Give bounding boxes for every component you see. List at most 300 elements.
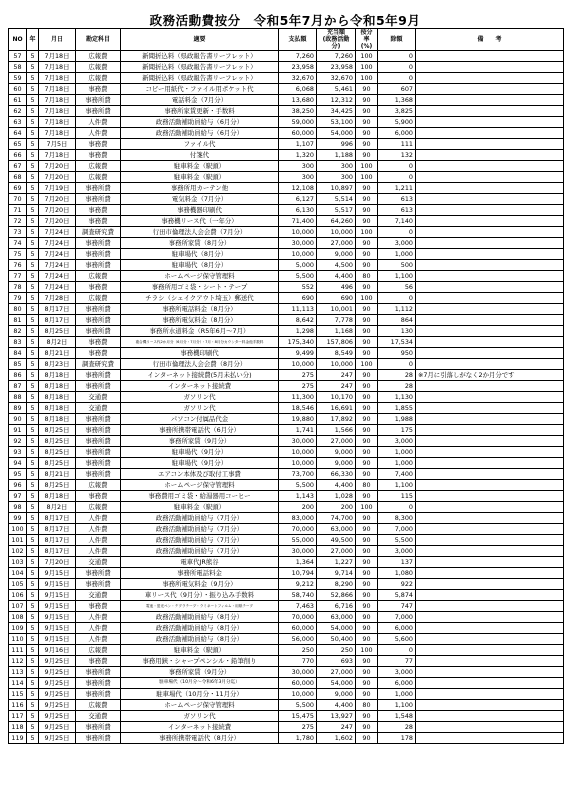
row-paid: 60,000 (279, 623, 317, 634)
row-excluded: 922 (378, 579, 416, 590)
row-paid: 18,546 (279, 403, 317, 414)
row-category: 事務所費 (76, 469, 121, 480)
row-rate: 90 (356, 106, 378, 117)
row-category: 人件費 (76, 623, 121, 634)
row-category: 広報費 (76, 480, 121, 491)
row-purpose: 駐車場代（8月分） (121, 260, 279, 271)
row-excluded: 1,548 (378, 711, 416, 722)
row-rate: 100 (356, 161, 378, 172)
row-date: 9月15日 (39, 579, 76, 590)
row-paid: 70,000 (279, 524, 317, 535)
table-row (9, 271, 564, 282)
row-excluded: 28 (378, 370, 416, 381)
row-no: 109 (9, 623, 27, 634)
row-category: 事務所費 (76, 183, 121, 194)
row-rate: 90 (356, 623, 378, 634)
row-charged: 34,425 (317, 106, 356, 117)
row-excluded: 0 (378, 172, 416, 183)
row-remarks (416, 194, 564, 205)
row-excluded: 1,211 (378, 183, 416, 194)
row-charged: 27,000 (317, 667, 356, 678)
row-no: 86 (9, 370, 27, 381)
row-category: 人件費 (76, 612, 121, 623)
row-year: 5 (27, 579, 39, 590)
row-rate: 90 (356, 568, 378, 579)
row-purpose: 事務所電話料金 (121, 568, 279, 579)
row-paid: 55,000 (279, 535, 317, 546)
row-purpose: 政務活動補助員給与（7月分） (121, 524, 279, 535)
row-charged: 5,514 (317, 194, 356, 205)
row-paid: 1,320 (279, 150, 317, 161)
row-excluded: 111 (378, 139, 416, 150)
row-remarks (416, 216, 564, 227)
row-rate: 90 (356, 535, 378, 546)
table-row (9, 623, 564, 634)
row-date: 8月17日 (39, 304, 76, 315)
row-purpose: 付箋代 (121, 150, 279, 161)
row-category: 人件費 (76, 513, 121, 524)
table-row (9, 117, 564, 128)
row-excluded: 7,000 (378, 524, 416, 535)
row-purpose: 駐車場代（10月分～令和6年3月分迄） (121, 678, 279, 689)
row-year: 5 (27, 84, 39, 95)
row-excluded: 7,000 (378, 612, 416, 623)
row-charged: 8,290 (317, 579, 356, 590)
row-category: 事務費 (76, 656, 121, 667)
row-purpose: ホームページ保守管理料 (121, 271, 279, 282)
row-charged: 10,897 (317, 183, 356, 194)
row-rate: 90 (356, 260, 378, 271)
row-remarks (416, 392, 564, 403)
table-row (9, 634, 564, 645)
row-date: 7月18日 (39, 106, 76, 117)
row-date: 7月20日 (39, 216, 76, 227)
row-paid: 10,000 (279, 447, 317, 458)
row-excluded: 0 (378, 51, 416, 62)
table-row (9, 84, 564, 95)
row-year: 5 (27, 161, 39, 172)
row-year: 5 (27, 645, 39, 656)
row-no: 96 (9, 480, 27, 491)
row-year: 5 (27, 238, 39, 249)
row-year: 5 (27, 271, 39, 282)
row-date: 8月21日 (39, 348, 76, 359)
row-no: 83 (9, 337, 27, 348)
row-charged: 13,927 (317, 711, 356, 722)
row-charged: 9,714 (317, 568, 356, 579)
row-charged: 6,716 (317, 601, 356, 612)
row-no: 115 (9, 689, 27, 700)
row-rate: 90 (356, 370, 378, 381)
row-no: 114 (9, 678, 27, 689)
row-category: 事務所費 (76, 326, 121, 337)
row-date: 7月18日 (39, 150, 76, 161)
table-row (9, 227, 564, 238)
row-purpose: 電話料金（7月分） (121, 95, 279, 106)
table-row (9, 645, 564, 656)
row-date: 7月20日 (39, 172, 76, 183)
row-rate: 90 (356, 733, 378, 744)
row-remarks (416, 326, 564, 337)
row-charged: 4,400 (317, 480, 356, 491)
row-purpose: インターネット接続費(5月未払い分) (121, 370, 279, 381)
row-no: 84 (9, 348, 27, 359)
row-category: 事務所費 (76, 722, 121, 733)
row-date: 7月24日 (39, 249, 76, 260)
table-row (9, 216, 564, 227)
row-paid: 1,107 (279, 139, 317, 150)
row-rate: 90 (356, 139, 378, 150)
row-no: 81 (9, 315, 27, 326)
row-charged: 63,000 (317, 524, 356, 535)
row-rate: 90 (356, 403, 378, 414)
row-date: 8月18日 (39, 370, 76, 381)
row-charged: 27,000 (317, 436, 356, 447)
row-paid: 32,670 (279, 73, 317, 84)
row-charged: 4,400 (317, 700, 356, 711)
row-rate: 90 (356, 546, 378, 557)
row-excluded: 747 (378, 601, 416, 612)
row-charged: 54,000 (317, 623, 356, 634)
row-paid: 73,700 (279, 469, 317, 480)
row-purpose: ガソリン代 (121, 392, 279, 403)
row-paid: 7,463 (279, 601, 317, 612)
row-rate: 90 (356, 326, 378, 337)
row-paid: 5,500 (279, 700, 317, 711)
row-purpose: ガソリン代 (121, 711, 279, 722)
row-year: 5 (27, 381, 39, 392)
row-excluded: 3,000 (378, 436, 416, 447)
table-row (9, 348, 564, 359)
row-excluded: 6,000 (378, 623, 416, 634)
row-paid: 250 (279, 645, 317, 656)
row-date: 9月25日 (39, 700, 76, 711)
row-excluded: 1,130 (378, 392, 416, 403)
row-date: 7月20日 (39, 161, 76, 172)
row-date: 8月25日 (39, 326, 76, 337)
row-rate: 90 (356, 282, 378, 293)
row-remarks (416, 447, 564, 458)
row-remarks (416, 117, 564, 128)
row-remarks (416, 205, 564, 216)
table-row (9, 282, 564, 293)
row-rate: 90 (356, 469, 378, 480)
row-paid: 8,642 (279, 315, 317, 326)
row-year: 5 (27, 546, 39, 557)
row-no: 65 (9, 139, 27, 150)
row-rate: 90 (356, 656, 378, 667)
table-row (9, 590, 564, 601)
row-rate: 90 (356, 249, 378, 260)
row-purpose: 事務所電気料金（9月分） (121, 579, 279, 590)
table-body (9, 51, 564, 744)
row-date: 8月18日 (39, 381, 76, 392)
row-no: 77 (9, 271, 27, 282)
table-row (9, 106, 564, 117)
row-no: 61 (9, 95, 27, 106)
row-no: 76 (9, 260, 27, 271)
row-no: 106 (9, 590, 27, 601)
row-year: 5 (27, 348, 39, 359)
row-charged: 4,400 (317, 271, 356, 282)
row-rate: 90 (356, 150, 378, 161)
row-year: 5 (27, 150, 39, 161)
row-rate: 90 (356, 447, 378, 458)
row-rate: 90 (356, 84, 378, 95)
table-row (9, 172, 564, 183)
row-paid: 1,780 (279, 733, 317, 744)
row-year: 5 (27, 469, 39, 480)
col-header-rate: 按分率 (%) (356, 29, 378, 51)
row-excluded: 1,000 (378, 249, 416, 260)
row-charged: 50,400 (317, 634, 356, 645)
table-row (9, 480, 564, 491)
row-year: 5 (27, 227, 39, 238)
row-paid: 1,143 (279, 491, 317, 502)
table-row (9, 381, 564, 392)
row-date: 7月18日 (39, 128, 76, 139)
row-paid: 1,298 (279, 326, 317, 337)
col-header-category: 勘定科目 (76, 29, 121, 51)
row-charged: 66,330 (317, 469, 356, 480)
row-charged: 64,260 (317, 216, 356, 227)
row-category: 事務所費 (76, 689, 121, 700)
row-remarks (416, 337, 564, 348)
row-no: 95 (9, 469, 27, 480)
row-excluded: 0 (378, 161, 416, 172)
row-no: 99 (9, 513, 27, 524)
row-remarks (416, 359, 564, 370)
row-no: 71 (9, 205, 27, 216)
row-year: 5 (27, 62, 39, 73)
row-year: 5 (27, 337, 39, 348)
row-rate: 100 (356, 359, 378, 370)
row-date: 8月17日 (39, 535, 76, 546)
row-rate: 90 (356, 689, 378, 700)
table-row (9, 183, 564, 194)
row-remarks (416, 711, 564, 722)
row-no: 116 (9, 700, 27, 711)
row-paid: 71,400 (279, 216, 317, 227)
row-charged: 63,000 (317, 612, 356, 623)
row-charged: 247 (317, 722, 356, 733)
row-remarks (416, 172, 564, 183)
row-purpose: 電気料金（7月分） (121, 194, 279, 205)
row-excluded: 3,000 (378, 667, 416, 678)
row-remarks (416, 282, 564, 293)
row-purpose: 事務所携帯電話代（8月分） (121, 733, 279, 744)
row-excluded: 0 (378, 73, 416, 84)
row-purpose: ホームページ保守管理料 (121, 480, 279, 491)
row-excluded: 0 (378, 227, 416, 238)
row-year: 5 (27, 95, 39, 106)
col-header-paid: 支払額 (279, 29, 317, 51)
row-date: 8月17日 (39, 513, 76, 524)
row-excluded: 175 (378, 425, 416, 436)
row-excluded: 5,500 (378, 535, 416, 546)
row-date: 8月23日 (39, 359, 76, 370)
row-rate: 80 (356, 480, 378, 491)
row-no: 92 (9, 436, 27, 447)
row-category: 広報費 (76, 271, 121, 282)
row-charged: 10,000 (317, 227, 356, 238)
row-charged: 1,227 (317, 557, 356, 568)
row-date: 7月18日 (39, 84, 76, 95)
row-charged: 1,602 (317, 733, 356, 744)
row-category: 交通費 (76, 403, 121, 414)
row-paid: 83,000 (279, 513, 317, 524)
row-year: 5 (27, 711, 39, 722)
row-date: 7月24日 (39, 282, 76, 293)
row-purpose: パソコン付属品代金 (121, 414, 279, 425)
row-date: 9月15日 (39, 612, 76, 623)
row-remarks (416, 51, 564, 62)
row-purpose: 事務所家賃（8月分） (121, 238, 279, 249)
row-remarks (416, 689, 564, 700)
row-charged: 17,892 (317, 414, 356, 425)
row-purpose: 複合機リース代2か月分（6月分・7月分）・7月・8月分カウンター料金他手数料 (121, 337, 279, 348)
row-charged: 5,461 (317, 84, 356, 95)
row-date: 9月25日 (39, 678, 76, 689)
row-rate: 90 (356, 194, 378, 205)
row-category: 事務費 (76, 205, 121, 216)
row-no: 87 (9, 381, 27, 392)
row-purpose: 駐車料金（駅頭） (121, 645, 279, 656)
row-year: 5 (27, 601, 39, 612)
row-date: 9月25日 (39, 667, 76, 678)
row-paid: 275 (279, 370, 317, 381)
row-date: 8月18日 (39, 414, 76, 425)
row-charged: 5,517 (317, 205, 356, 216)
row-excluded: 6,000 (378, 678, 416, 689)
row-purpose: 行田市倫理法人会会費（7月分） (121, 227, 279, 238)
row-charged: 10,000 (317, 359, 356, 370)
row-remarks (416, 414, 564, 425)
row-paid: 19,880 (279, 414, 317, 425)
row-year: 5 (27, 568, 39, 579)
row-charged: 9,000 (317, 689, 356, 700)
row-charged: 1,168 (317, 326, 356, 337)
row-remarks (416, 293, 564, 304)
row-no: 67 (9, 161, 27, 172)
row-year: 5 (27, 513, 39, 524)
row-date: 7月20日 (39, 557, 76, 568)
table-row (9, 293, 564, 304)
row-remarks (416, 733, 564, 744)
row-purpose: 行田市倫理法人会会費（8月分） (121, 359, 279, 370)
row-year: 5 (27, 590, 39, 601)
table-row (9, 425, 564, 436)
row-rate: 90 (356, 612, 378, 623)
row-excluded: 0 (378, 645, 416, 656)
row-rate: 90 (356, 95, 378, 106)
row-remarks (416, 535, 564, 546)
row-remarks (416, 667, 564, 678)
row-paid: 15,475 (279, 711, 317, 722)
row-category: 事務費 (76, 84, 121, 95)
row-date: 9月15日 (39, 590, 76, 601)
table-row (9, 359, 564, 370)
col-header-no: NO (9, 29, 27, 51)
row-category: 人件費 (76, 128, 121, 139)
row-paid: 10,000 (279, 689, 317, 700)
row-charged: 1,028 (317, 491, 356, 502)
row-remarks: ※7月に引落しがなく2か月分です (416, 370, 564, 381)
row-excluded: 178 (378, 733, 416, 744)
row-remarks (416, 183, 564, 194)
row-excluded: 5,600 (378, 634, 416, 645)
row-paid: 1,741 (279, 425, 317, 436)
row-year: 5 (27, 260, 39, 271)
row-date: 7月18日 (39, 51, 76, 62)
header-row (9, 29, 564, 51)
row-purpose: 新聞折込料（県政報告書リーフレット） (121, 62, 279, 73)
row-date: 9月15日 (39, 623, 76, 634)
row-paid: 5,500 (279, 480, 317, 491)
row-year: 5 (27, 194, 39, 205)
row-year: 5 (27, 293, 39, 304)
row-remarks (416, 106, 564, 117)
row-charged: 250 (317, 645, 356, 656)
row-remarks (416, 722, 564, 733)
table-row (9, 337, 564, 348)
row-year: 5 (27, 656, 39, 667)
row-category: 人件費 (76, 535, 121, 546)
row-remarks (416, 590, 564, 601)
row-category: 事務所費 (76, 249, 121, 260)
row-no: 68 (9, 172, 27, 183)
row-no: 111 (9, 645, 27, 656)
row-year: 5 (27, 172, 39, 183)
row-remarks (416, 84, 564, 95)
row-category: 事務所費 (76, 315, 121, 326)
row-paid: 10,000 (279, 249, 317, 260)
row-purpose: 駐車場代（8月分） (121, 249, 279, 260)
row-charged: 10,001 (317, 304, 356, 315)
row-rate: 90 (356, 414, 378, 425)
row-purpose: 新聞折込料（県政報告書リーフレット） (121, 51, 279, 62)
row-excluded: 613 (378, 205, 416, 216)
row-category: 事務所費 (76, 106, 121, 117)
row-charged: 300 (317, 161, 356, 172)
row-date: 7月18日 (39, 73, 76, 84)
row-purpose: 政務活動補助員給与（6月分） (121, 128, 279, 139)
row-purpose: 事務所電気料金（8月分） (121, 315, 279, 326)
row-paid: 175,340 (279, 337, 317, 348)
row-excluded: 7,400 (378, 469, 416, 480)
row-paid: 11,113 (279, 304, 317, 315)
row-paid: 30,000 (279, 667, 317, 678)
col-header-charged: 充当額 (政務活動分) (317, 29, 356, 51)
row-no: 119 (9, 733, 27, 744)
row-excluded: 115 (378, 491, 416, 502)
row-purpose: 事務用鋏・シャープペンシル・鉛筆削り (121, 656, 279, 667)
row-no: 70 (9, 194, 27, 205)
row-date: 7月24日 (39, 260, 76, 271)
table-row (9, 161, 564, 172)
row-purpose: インターネット接続費 (121, 381, 279, 392)
row-no: 102 (9, 546, 27, 557)
row-rate: 90 (356, 216, 378, 227)
row-purpose: インターネット接続費 (121, 722, 279, 733)
row-charged: 49,500 (317, 535, 356, 546)
row-category: 事務所費 (76, 260, 121, 271)
row-category: 広報費 (76, 700, 121, 711)
row-category: 事務所費 (76, 95, 121, 106)
table-row (9, 557, 564, 568)
row-paid: 275 (279, 722, 317, 733)
row-rate: 90 (356, 678, 378, 689)
